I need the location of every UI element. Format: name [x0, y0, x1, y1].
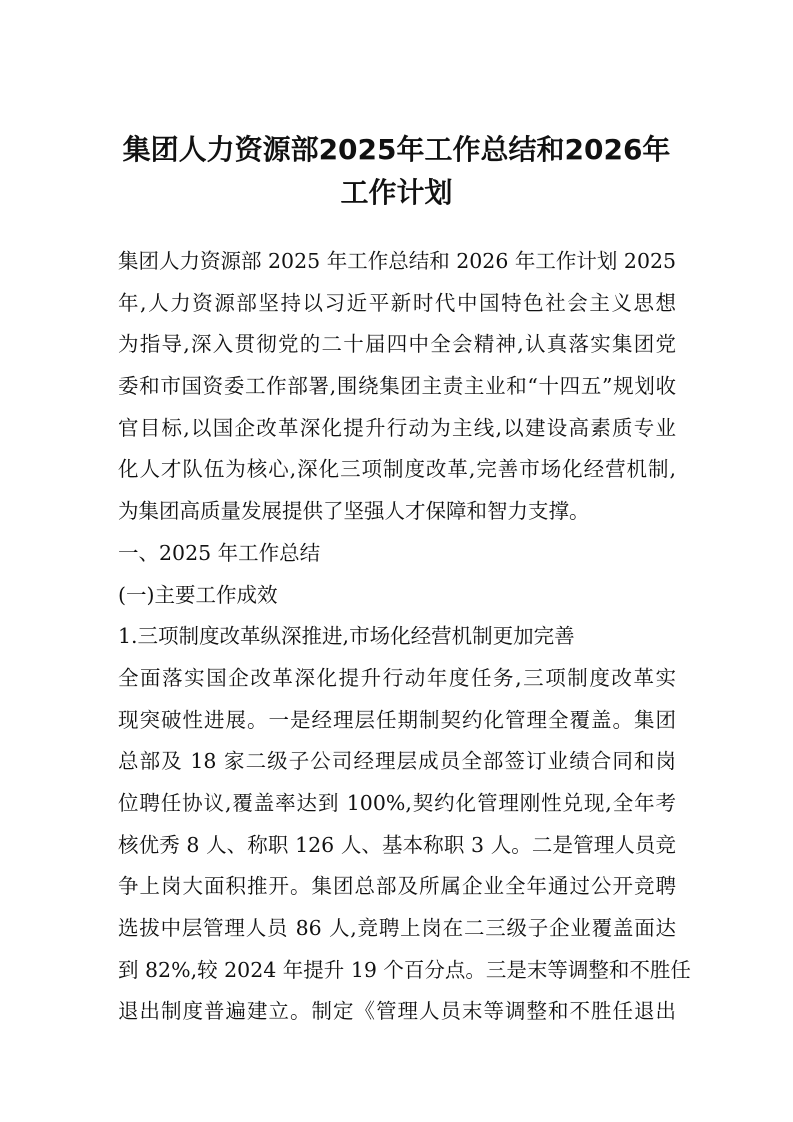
item-heading: 1.三项制度改革纵深推进,市场化经营机制更加完善 [118, 624, 575, 649]
document-body [118, 241, 691, 1033]
paragraph-line: 核优秀 8 人、称职 126 人、基本称职 3 人。二是管理人员竞 [118, 832, 676, 857]
document-title-line-2: 工作计划 [340, 176, 453, 209]
paragraph-line: 退出制度普遍建立。制定《管理人员末等调整和不胜任退出 [118, 999, 676, 1024]
paragraph-line: 现突破性进展。一是经理层任期制契约化管理全覆盖。集团 [118, 707, 676, 732]
paragraph-line: 总部及 18 家二级子公司经理层成员全部签订业绩合同和岗 [118, 749, 676, 774]
paragraph-line: 全面落实国企改革深化提升行动年度任务,三项制度改革实 [118, 665, 676, 690]
intro-paragraph-line: 为集团高质量发展提供了坚强人才保障和智力支撑。 [118, 499, 590, 524]
intro-paragraph-line: 化人才队伍为核心,深化三项制度改革,完善市场化经营机制, [118, 457, 676, 482]
paragraph-line: 位聘任协议,覆盖率达到 100%,契约化管理刚性兑现,全年考 [118, 790, 676, 815]
intro-paragraph-line: 委和市国资委工作部署,围绕集团主责主业和“十四五”规划收 [118, 374, 676, 399]
subsection-heading: (一)主要工作成效 [118, 582, 278, 607]
intro-paragraph-line: 为指导,深入贯彻党的二十届四中全会精神,认真落实集团党 [118, 332, 676, 357]
intro-paragraph-line: 年,人力资源部坚持以习近平新时代中国特色社会主义思想 [118, 290, 676, 315]
section-heading: 一、2025 年工作总结 [118, 540, 321, 565]
document-title-line-1: 集团人力资源部2025年工作总结和2026年 [122, 133, 671, 166]
intro-paragraph-line: 集团人力资源部 2025 年工作总结和 2026 年工作计划 2025 [118, 249, 677, 273]
paragraph-line: 争上岗大面积推开。集团总部及所属企业全年通过公开竞聘 [118, 874, 676, 899]
paragraph-line: 选拔中层管理人员 86 人,竞聘上岗在二三级子企业覆盖面达 [118, 916, 676, 940]
intro-paragraph-line: 官目标,以国企改革深化提升行动为主线,以建设高素质专业 [118, 415, 676, 440]
paragraph-line: 到 82%,较 2024 年提升 19 个百分点。三是末等调整和不胜任 [118, 957, 691, 982]
